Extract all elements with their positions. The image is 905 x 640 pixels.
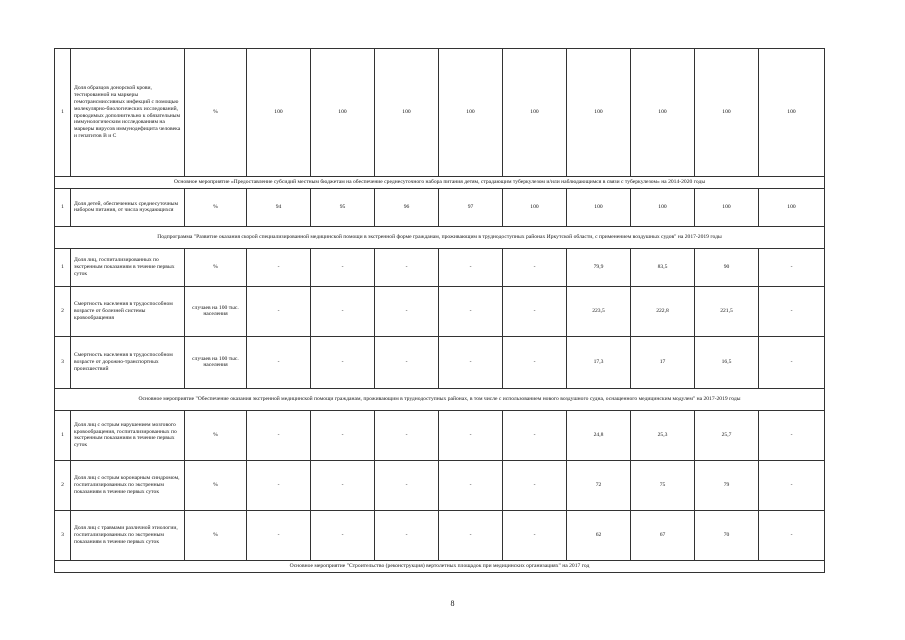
value-cell: - [759,248,825,286]
value-cell: - [311,248,375,286]
value-cell: 17 [631,336,695,388]
indicator-row [55,510,825,560]
unit-cell: % [185,188,247,226]
value-cell: - [375,510,439,560]
row-number: 2 [55,286,71,336]
section-header: Основное мероприятие «Предоставление субсидий местным бюджетам на обеспечение среднесуточного набора питания детям, страдающим туберкулезом и/или наблюдающимся в связи с туберкулезом» на 2014-2020 годы [55,177,825,189]
value-cell: - [247,286,311,336]
indicator-name: Доля лиц с острым нарушением мозгового кровообращения, госпитализированных по экстренным показаниям в течение первых суток [71,410,185,460]
value-cell: 83,5 [631,248,695,286]
value-cell: - [503,460,567,510]
indicators-table [54,48,825,573]
value-cell: - [503,410,567,460]
value-cell: - [503,286,567,336]
value-cell: 70 [695,510,759,560]
value-cell: 17,3 [567,336,631,388]
value-cell: - [375,248,439,286]
section-header-row [55,388,825,410]
value-cell: 72 [567,460,631,510]
value-cell: - [311,286,375,336]
row-number: 3 [55,510,71,560]
unit-cell: % [185,49,247,177]
value-cell: - [439,336,503,388]
section-header-row [55,226,825,248]
indicator-row [55,248,825,286]
row-number: 1 [55,248,71,286]
value-cell: - [503,248,567,286]
indicator-row [55,336,825,388]
value-cell: 25,3 [631,410,695,460]
value-cell: 100 [439,49,503,177]
row-number: 3 [55,336,71,388]
table-body [55,49,825,573]
indicator-name: Доля лиц с острым коронарным синдромом, госпитализированных по экстренным показаниям в течение первых суток [71,460,185,510]
value-cell: 100 [631,188,695,226]
value-cell: - [375,460,439,510]
indicator-row [55,410,825,460]
section-header-row [55,560,825,572]
indicator-name: Доля образцов донорской крови, тестированной на маркеры гемотрансмиссивных инфекций с помощью молекулярно-биологических исследований, проводимых дополнительно к обязательным иммунологическим исследованиям на маркеры вирусов иммунодефицита человека и гепатитов В и С [71,49,185,177]
value-cell: - [439,510,503,560]
row-number: 1 [55,49,71,177]
value-cell: - [375,410,439,460]
value-cell: 62 [567,510,631,560]
value-cell: 16,5 [695,336,759,388]
value-cell: 24,8 [567,410,631,460]
section-header-row [55,177,825,189]
indicator-name: Доля лиц с травмами различной этиологии, госпитализированных по экстренным показаниям в течение первых суток [71,510,185,560]
unit-cell: % [185,248,247,286]
value-cell: 100 [759,49,825,177]
value-cell: - [311,460,375,510]
row-number: 2 [55,460,71,510]
value-cell: - [247,460,311,510]
indicator-row [55,188,825,226]
indicator-row [55,49,825,177]
unit-cell: случаев на 100 тыс. населения [185,336,247,388]
indicator-name: Доля детей, обеспеченных среднесуточным набором питания, от числа нуждающихся [71,188,185,226]
value-cell: - [759,336,825,388]
value-cell: - [759,510,825,560]
value-cell: - [759,460,825,510]
value-cell: 100 [759,188,825,226]
section-header: Основное мероприятие "Строительство (реконструкция) вертолетных площадок при медицинских организациях" на 2017 год [55,560,825,572]
value-cell: - [439,286,503,336]
unit-cell: % [185,460,247,510]
value-cell: 100 [695,49,759,177]
value-cell: - [375,336,439,388]
unit-cell: % [185,510,247,560]
value-cell: 67 [631,510,695,560]
value-cell: - [503,510,567,560]
value-cell: 100 [503,188,567,226]
row-number: 1 [55,410,71,460]
value-cell: 100 [311,49,375,177]
value-cell: - [759,410,825,460]
value-cell: - [247,336,311,388]
value-cell: 25,7 [695,410,759,460]
value-cell: 95 [311,188,375,226]
value-cell: 100 [567,188,631,226]
value-cell: - [439,460,503,510]
value-cell: 75 [631,460,695,510]
unit-cell: случаев на 100 тыс. населения [185,286,247,336]
value-cell: 100 [247,49,311,177]
value-cell: - [439,410,503,460]
indicator-row [55,286,825,336]
value-cell: - [439,248,503,286]
value-cell: 79 [695,460,759,510]
indicator-row [55,460,825,510]
value-cell: 90 [695,248,759,286]
value-cell: 221,5 [695,286,759,336]
value-cell: - [759,286,825,336]
value-cell: - [375,286,439,336]
value-cell: 94 [247,188,311,226]
value-cell: - [311,336,375,388]
page-number: 8 [450,599,455,608]
value-cell: - [311,510,375,560]
value-cell: - [311,410,375,460]
value-cell: 100 [567,49,631,177]
section-header: Подпрограмма "Развитие оказания скорой специализированной медицинской помощи в экстренной форме гражданам, проживающим в труднодоступных районах Иркутской области, с применением воздушных судов" на 2017-2019 годы [55,226,825,248]
indicator-name: Доля лиц, госпитализированных по экстренным показаниям в течение первых суток [71,248,185,286]
value-cell: 79,9 [567,248,631,286]
value-cell: 100 [375,49,439,177]
value-cell: 97 [439,188,503,226]
value-cell: 100 [695,188,759,226]
indicator-name: Смертность населения в трудоспособном возрасте от дорожно-транспортных происшествий [71,336,185,388]
value-cell: 100 [503,49,567,177]
unit-cell: % [185,410,247,460]
value-cell: - [247,410,311,460]
section-header: Основное мероприятие "Обеспечение оказания экстренной медицинской помощи гражданам, проживающим в труднодоступных районах, в том числе с использованием нового воздушного судна, оснащенного медицинским модулем" на 2017-2019 годы [55,388,825,410]
value-cell: 223,5 [567,286,631,336]
value-cell: - [247,510,311,560]
indicator-name: Смертность населения в трудоспособном возрасте от болезней системы кровообращения [71,286,185,336]
value-cell: 100 [631,49,695,177]
value-cell: 96 [375,188,439,226]
value-cell: - [503,336,567,388]
value-cell: 222,8 [631,286,695,336]
row-number: 1 [55,188,71,226]
value-cell: - [247,248,311,286]
